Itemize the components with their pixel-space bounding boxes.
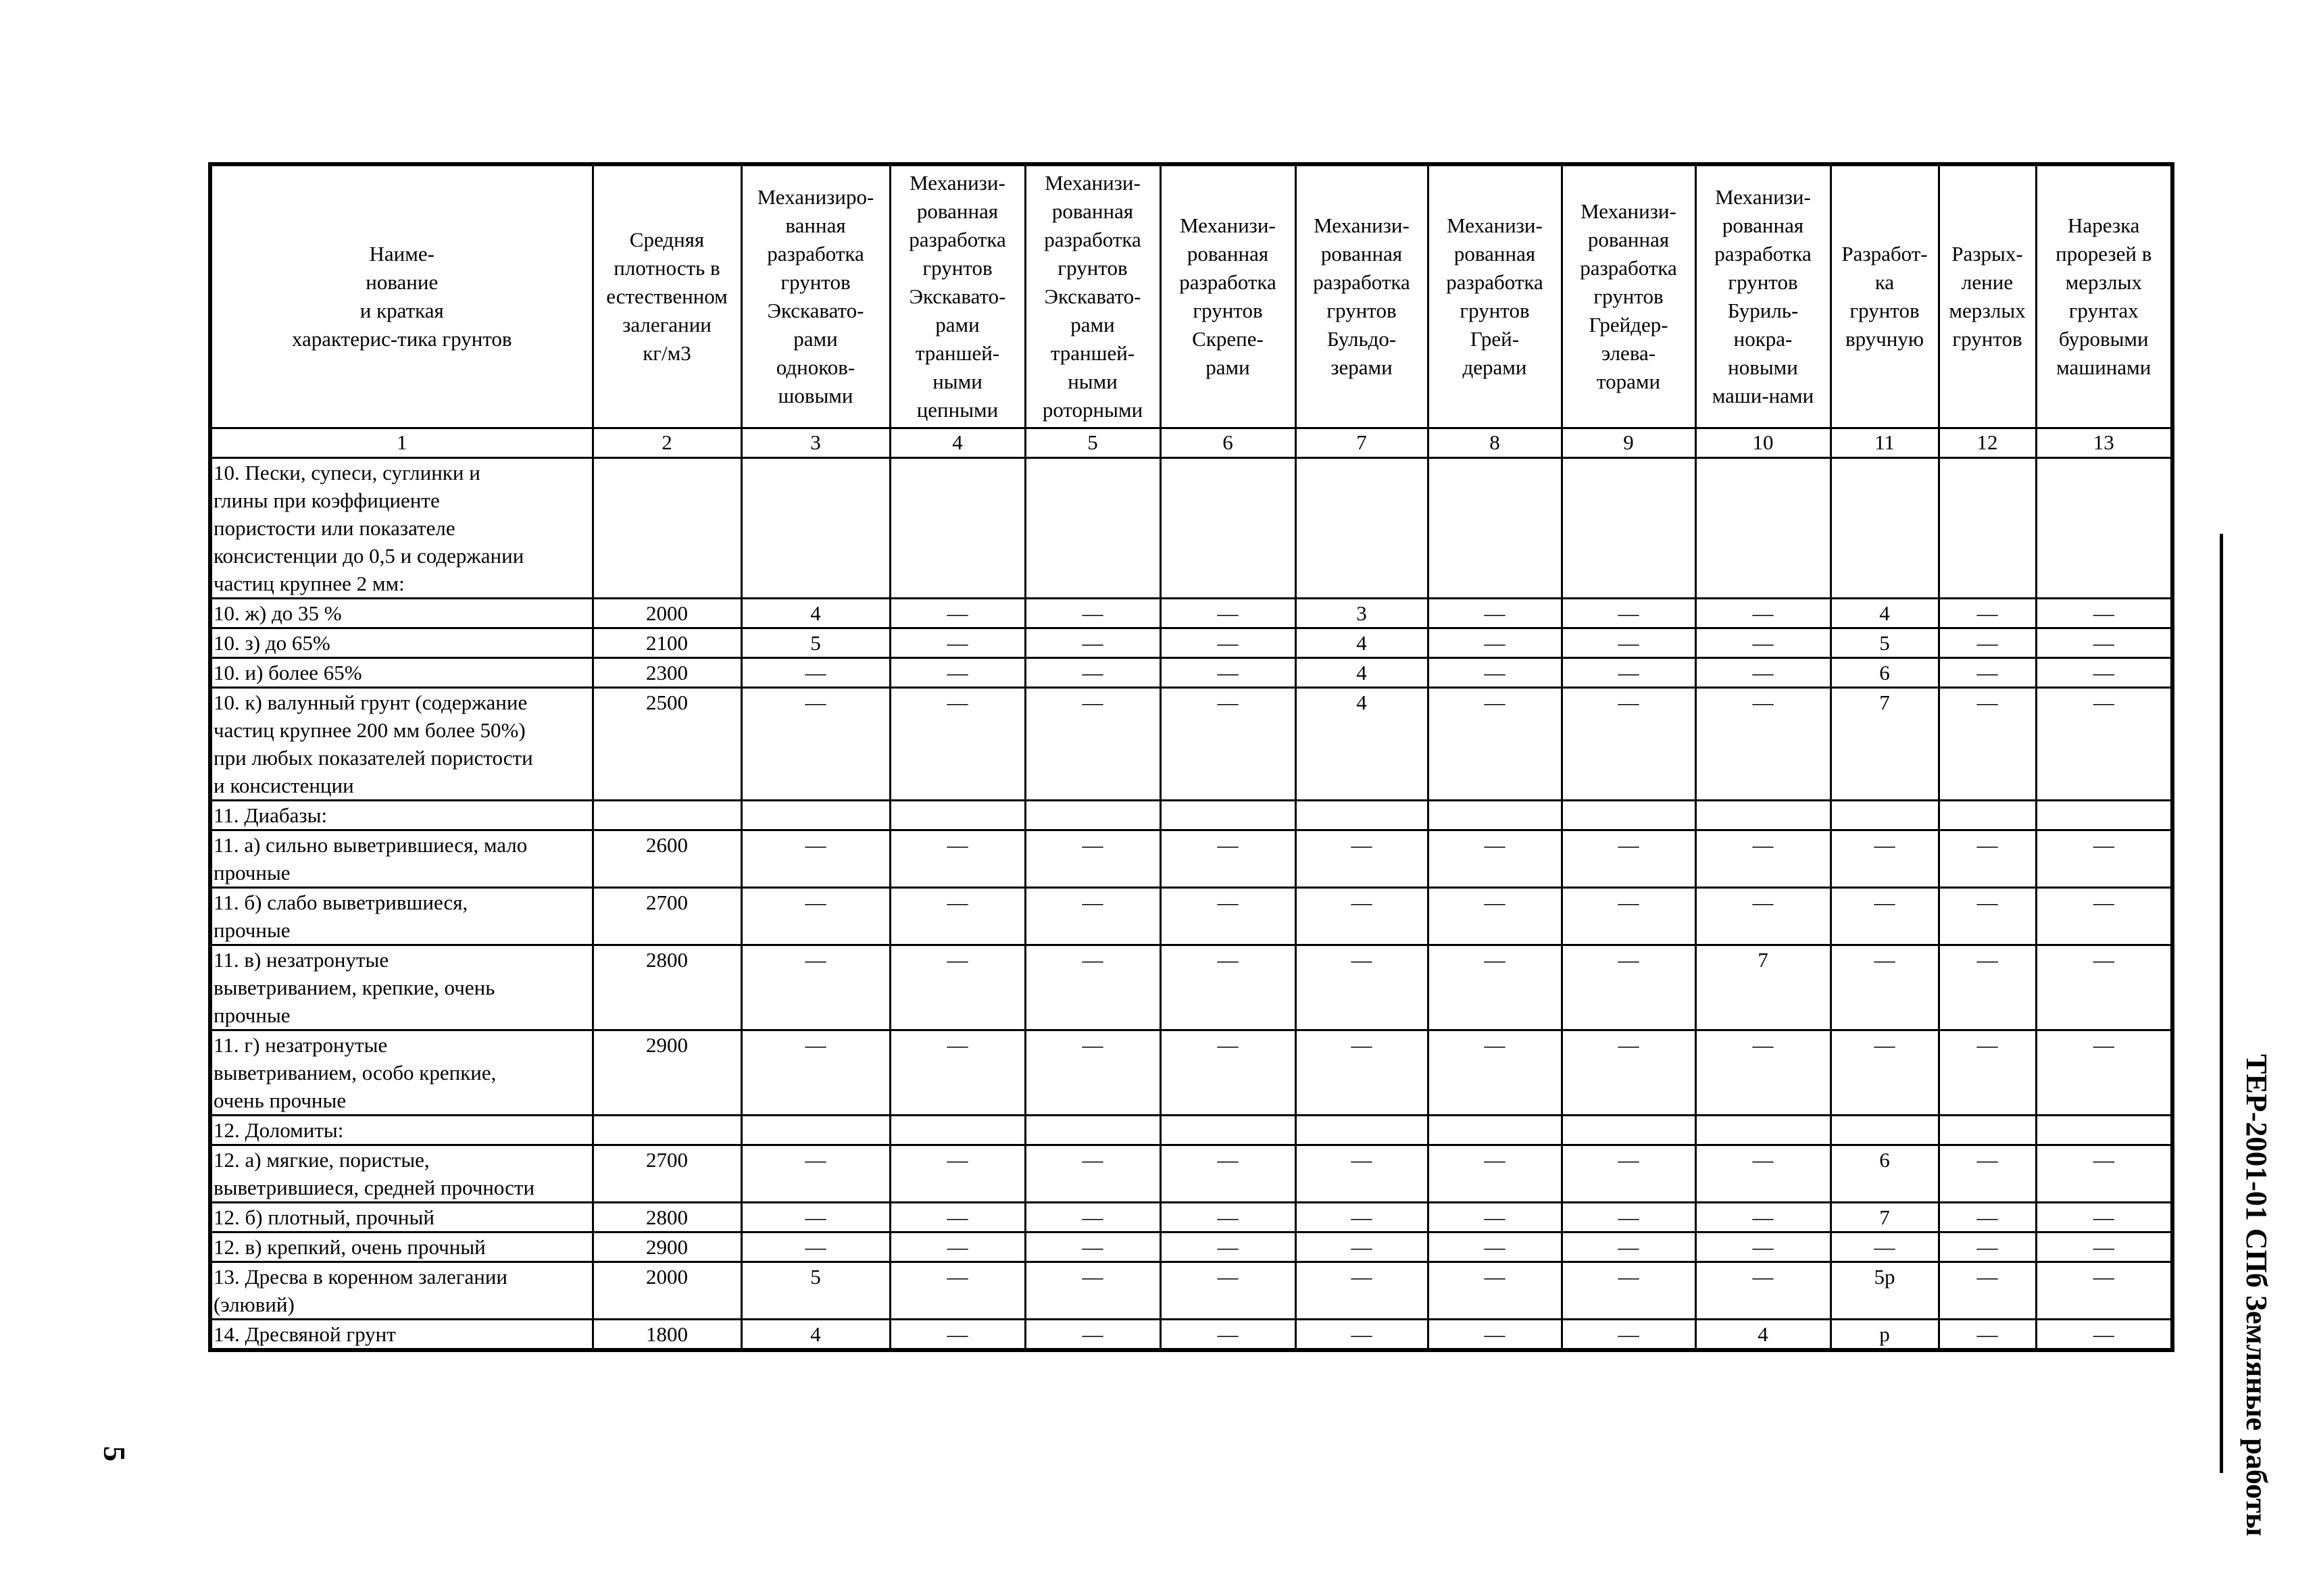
value-cell xyxy=(1695,457,1831,598)
column-number: 4 xyxy=(890,428,1025,457)
value-cell: — xyxy=(1695,887,1831,945)
value-cell xyxy=(1695,1115,1831,1145)
density-cell: 2500 xyxy=(593,687,741,800)
value-cell: — xyxy=(1695,830,1831,887)
value-cell xyxy=(1831,1115,1939,1145)
value-cell: — xyxy=(1939,945,2036,1030)
value-cell: 4 xyxy=(1695,1319,1831,1350)
value-cell xyxy=(741,457,890,598)
table-body xyxy=(210,457,2172,1350)
column-number: 12 xyxy=(1939,428,2036,457)
header-density: Средняя плотность в естественном залегании кг/м3 xyxy=(593,164,741,428)
value-cell: — xyxy=(1562,830,1695,887)
value-cell: — xyxy=(1428,1030,1562,1115)
value-cell: — xyxy=(1562,598,1695,628)
value-cell: — xyxy=(2036,687,2172,800)
value-cell xyxy=(1295,800,1428,830)
value-cell: — xyxy=(2036,830,2172,887)
value-cell: — xyxy=(1160,1319,1295,1350)
value-cell: — xyxy=(1428,945,1562,1030)
value-cell: — xyxy=(1695,628,1831,657)
value-cell: — xyxy=(1695,687,1831,800)
value-cell: — xyxy=(1695,1030,1831,1115)
value-cell: — xyxy=(1428,887,1562,945)
value-cell: — xyxy=(1428,1319,1562,1350)
density-cell xyxy=(593,800,741,830)
value-cell: 4 xyxy=(741,598,890,628)
value-cell: — xyxy=(741,1232,890,1262)
density-cell: 2100 xyxy=(593,628,741,657)
value-cell xyxy=(1428,1115,1562,1145)
value-cell xyxy=(1025,800,1160,830)
value-cell xyxy=(1562,800,1695,830)
value-cell: 7 xyxy=(1831,1202,1939,1232)
value-cell: — xyxy=(1695,657,1831,687)
value-cell: — xyxy=(1428,598,1562,628)
value-cell: — xyxy=(1025,1145,1160,1202)
header-col-6: Механизи- рованная разработка грунтов Скрепе- рами xyxy=(1160,164,1295,428)
density-cell: 2000 xyxy=(593,598,741,628)
table-row xyxy=(210,628,2172,657)
value-cell: — xyxy=(741,830,890,887)
soil-name-cell: 12. а) мягкие, пористые, выветрившиеся, средней прочности xyxy=(210,1145,593,1202)
density-cell: 2600 xyxy=(593,830,741,887)
value-cell xyxy=(1428,457,1562,598)
soil-name-cell: 11. Диабазы: xyxy=(210,800,593,830)
table-row xyxy=(210,1030,2172,1115)
value-cell: — xyxy=(1025,1232,1160,1262)
table-row xyxy=(210,887,2172,945)
value-cell: — xyxy=(1295,1202,1428,1232)
soil-name-cell: 10. и) более 65% xyxy=(210,657,593,687)
value-cell: — xyxy=(890,1232,1025,1262)
value-cell: — xyxy=(890,1262,1025,1319)
value-cell: — xyxy=(1160,887,1295,945)
column-number-row xyxy=(210,428,2172,457)
value-cell: — xyxy=(890,1030,1025,1115)
soil-classification-table xyxy=(208,162,2174,1352)
density-cell: 2900 xyxy=(593,1030,741,1115)
value-cell: — xyxy=(890,598,1025,628)
value-cell xyxy=(1939,457,2036,598)
value-cell: 4 xyxy=(1295,628,1428,657)
value-cell: — xyxy=(1695,1262,1831,1319)
column-number: 3 xyxy=(741,428,890,457)
value-cell: — xyxy=(1295,945,1428,1030)
column-number: 1 xyxy=(210,428,593,457)
value-cell xyxy=(1695,800,1831,830)
value-cell: 5р xyxy=(1831,1262,1939,1319)
value-cell: — xyxy=(741,1202,890,1232)
value-cell: — xyxy=(1295,1319,1428,1350)
table-row xyxy=(210,1202,2172,1232)
value-cell xyxy=(1562,1115,1695,1145)
value-cell: — xyxy=(1562,1202,1695,1232)
document-side-title: ТЕР-2001-01 СПб Земляные работы xyxy=(2240,1054,2273,1537)
value-cell xyxy=(890,1115,1025,1145)
value-cell xyxy=(890,457,1025,598)
value-cell: — xyxy=(2036,1202,2172,1232)
soil-name-cell: 12. Доломиты: xyxy=(210,1115,593,1145)
value-cell: — xyxy=(1428,687,1562,800)
value-cell: — xyxy=(1295,1145,1428,1202)
table-row xyxy=(210,1232,2172,1262)
table-row xyxy=(210,800,2172,830)
value-cell xyxy=(1939,800,2036,830)
header-col-3: Механизиро- ванная разработка грунтов Экскавато- рами одноков- шовыми xyxy=(741,164,890,428)
value-cell: — xyxy=(1025,1030,1160,1115)
value-cell: — xyxy=(1831,945,1939,1030)
density-cell: 1800 xyxy=(593,1319,741,1350)
header-col-12: Разрых- ление мерзлых грунтов xyxy=(1939,164,2036,428)
value-cell: — xyxy=(1025,598,1160,628)
value-cell: — xyxy=(1160,830,1295,887)
density-cell: 2000 xyxy=(593,1262,741,1319)
value-cell: — xyxy=(1025,628,1160,657)
column-number: 5 xyxy=(1025,428,1160,457)
header-col-13: Нарезка прорезей в мерзлых грунтах буровыми машинами xyxy=(2036,164,2172,428)
value-cell: — xyxy=(1939,1030,2036,1115)
soil-name-cell: 14. Дресвяной грунт xyxy=(210,1319,593,1350)
value-cell: — xyxy=(1160,1202,1295,1232)
soil-name-cell: 10. Пески, супеси, суглинки и глины при коэффициенте пористости или показателе консистенции до 0,5 и содержании частиц крупнее 2 мм: xyxy=(210,457,593,598)
value-cell: — xyxy=(2036,945,2172,1030)
value-cell: 3 xyxy=(1295,598,1428,628)
value-cell: — xyxy=(1831,887,1939,945)
table-row xyxy=(210,687,2172,800)
value-cell xyxy=(741,1115,890,1145)
page-number: 5 xyxy=(97,1446,132,1462)
value-cell: 6 xyxy=(1831,1145,1939,1202)
table-row xyxy=(210,1115,2172,1145)
value-cell: — xyxy=(2036,1319,2172,1350)
value-cell: — xyxy=(741,945,890,1030)
value-cell: — xyxy=(2036,657,2172,687)
value-cell xyxy=(1025,1115,1160,1145)
column-number: 7 xyxy=(1295,428,1428,457)
value-cell xyxy=(1939,1115,2036,1145)
value-cell: — xyxy=(741,687,890,800)
value-cell: — xyxy=(741,1145,890,1202)
density-cell xyxy=(593,1115,741,1145)
value-cell: 5 xyxy=(741,628,890,657)
value-cell: — xyxy=(1939,1145,2036,1202)
column-number: 13 xyxy=(2036,428,2172,457)
value-cell xyxy=(1295,1115,1428,1145)
value-cell: — xyxy=(1939,1232,2036,1262)
value-cell: — xyxy=(1562,1030,1695,1115)
value-cell: — xyxy=(1831,1232,1939,1262)
value-cell: — xyxy=(1939,1319,2036,1350)
value-cell: — xyxy=(2036,1145,2172,1202)
value-cell: — xyxy=(1695,1145,1831,1202)
value-cell xyxy=(890,800,1025,830)
value-cell: — xyxy=(1025,1262,1160,1319)
value-cell: — xyxy=(1160,1232,1295,1262)
header-col-9: Механизи- рованная разработка грунтов Грейдер- элева- торами xyxy=(1562,164,1695,428)
value-cell: — xyxy=(1025,1202,1160,1232)
table-row xyxy=(210,657,2172,687)
table-row xyxy=(210,598,2172,628)
density-cell: 2800 xyxy=(593,945,741,1030)
value-cell: — xyxy=(1562,1262,1695,1319)
value-cell: 4 xyxy=(1831,598,1939,628)
value-cell xyxy=(1160,1115,1295,1145)
column-number: 11 xyxy=(1831,428,1939,457)
value-cell: — xyxy=(1025,687,1160,800)
value-cell: — xyxy=(1939,687,2036,800)
column-number: 8 xyxy=(1428,428,1562,457)
table-row xyxy=(210,1319,2172,1350)
value-cell: — xyxy=(2036,887,2172,945)
soil-name-cell: 13. Дресва в коренном залегании (элювий) xyxy=(210,1262,593,1319)
value-cell: — xyxy=(1160,657,1295,687)
value-cell: — xyxy=(1025,887,1160,945)
value-cell: — xyxy=(1562,1232,1695,1262)
value-cell xyxy=(1025,457,1160,598)
value-cell: — xyxy=(890,887,1025,945)
value-cell: — xyxy=(1295,1262,1428,1319)
soil-name-cell: 12. в) крепкий, очень прочный xyxy=(210,1232,593,1262)
value-cell: — xyxy=(2036,628,2172,657)
soil-name-cell: 11. а) сильно выветрившиеся, мало прочные xyxy=(210,830,593,887)
value-cell: — xyxy=(890,1145,1025,1202)
table-row xyxy=(210,830,2172,887)
header-col-11: Разработ- ка грунтов вручную xyxy=(1831,164,1939,428)
value-cell: — xyxy=(2036,1262,2172,1319)
value-cell: — xyxy=(741,887,890,945)
header-col-8: Механизи- рованная разработка грунтов Грей- дерами xyxy=(1428,164,1562,428)
value-cell: — xyxy=(890,687,1025,800)
table-row xyxy=(210,457,2172,598)
density-cell: 2800 xyxy=(593,1202,741,1232)
side-rule xyxy=(2220,534,2223,1473)
value-cell: р xyxy=(1831,1319,1939,1350)
value-cell: — xyxy=(1025,945,1160,1030)
value-cell: — xyxy=(890,628,1025,657)
value-cell: — xyxy=(1695,1202,1831,1232)
density-cell xyxy=(593,457,741,598)
column-number: 6 xyxy=(1160,428,1295,457)
value-cell: — xyxy=(1295,1030,1428,1115)
value-cell: — xyxy=(1025,1319,1160,1350)
column-number: 9 xyxy=(1562,428,1695,457)
soil-name-cell: 11. г) незатронутые выветриванием, особо крепкие, очень прочные xyxy=(210,1030,593,1115)
table-row xyxy=(210,1262,2172,1319)
value-cell: — xyxy=(1428,1145,1562,1202)
value-cell: — xyxy=(1939,628,2036,657)
value-cell: — xyxy=(1831,830,1939,887)
value-cell: — xyxy=(1428,657,1562,687)
value-cell: — xyxy=(1160,687,1295,800)
value-cell: — xyxy=(1428,830,1562,887)
value-cell: — xyxy=(1562,687,1695,800)
column-number: 2 xyxy=(593,428,741,457)
value-cell xyxy=(1160,457,1295,598)
value-cell: — xyxy=(2036,598,2172,628)
value-cell: — xyxy=(890,830,1025,887)
value-cell xyxy=(1562,457,1695,598)
header-col-7: Механизи- рованная разработка грунтов Бульдо- зерами xyxy=(1295,164,1428,428)
density-cell: 2300 xyxy=(593,657,741,687)
value-cell: — xyxy=(1428,1232,1562,1262)
soil-name-cell: 10. ж) до 35 % xyxy=(210,598,593,628)
value-cell: — xyxy=(1025,830,1160,887)
value-cell: — xyxy=(1939,830,2036,887)
header-col-5: Механизи- рованная разработка грунтов Экскавато- рами траншей- ными роторными xyxy=(1025,164,1160,428)
value-cell: — xyxy=(1695,598,1831,628)
value-cell: — xyxy=(1295,1232,1428,1262)
value-cell: 7 xyxy=(1695,945,1831,1030)
header-col-10: Механизи- рованная разработка грунтов Буриль- нокра- новыми маши-нами xyxy=(1695,164,1831,428)
value-cell xyxy=(1831,800,1939,830)
value-cell: — xyxy=(1160,598,1295,628)
value-cell: — xyxy=(1160,628,1295,657)
value-cell: — xyxy=(1562,1145,1695,1202)
value-cell xyxy=(1295,457,1428,598)
header-name: Наиме- нование и краткая характерис-тика грунтов xyxy=(210,164,593,428)
value-cell: — xyxy=(1428,628,1562,657)
value-cell xyxy=(1160,800,1295,830)
density-cell: 2900 xyxy=(593,1232,741,1262)
value-cell: — xyxy=(1939,657,2036,687)
value-cell: — xyxy=(1939,598,2036,628)
value-cell: 5 xyxy=(1831,628,1939,657)
value-cell: — xyxy=(1695,1232,1831,1262)
soil-name-cell: 11. в) незатронутые выветриванием, крепкие, очень прочные xyxy=(210,945,593,1030)
value-cell: — xyxy=(1562,657,1695,687)
value-cell: — xyxy=(741,657,890,687)
value-cell: — xyxy=(890,1319,1025,1350)
value-cell xyxy=(1428,800,1562,830)
value-cell: — xyxy=(1160,945,1295,1030)
value-cell: — xyxy=(2036,1030,2172,1115)
value-cell: — xyxy=(1562,887,1695,945)
value-cell: — xyxy=(1160,1030,1295,1115)
value-cell: — xyxy=(890,945,1025,1030)
value-cell: 4 xyxy=(741,1319,890,1350)
soil-name-cell: 10. з) до 65% xyxy=(210,628,593,657)
value-cell: — xyxy=(1562,1319,1695,1350)
value-cell: 4 xyxy=(1295,687,1428,800)
value-cell: — xyxy=(1160,1145,1295,1202)
value-cell: — xyxy=(890,657,1025,687)
soil-name-cell: 12. б) плотный, прочный xyxy=(210,1202,593,1232)
value-cell: — xyxy=(1562,628,1695,657)
value-cell: — xyxy=(741,1030,890,1115)
value-cell: — xyxy=(1428,1262,1562,1319)
value-cell: — xyxy=(1939,887,2036,945)
value-cell: 6 xyxy=(1831,657,1939,687)
value-cell: — xyxy=(1295,830,1428,887)
header-row xyxy=(210,164,2172,428)
value-cell xyxy=(2036,1115,2172,1145)
value-cell xyxy=(1831,457,1939,598)
value-cell: — xyxy=(1295,887,1428,945)
table-row xyxy=(210,1145,2172,1202)
value-cell: 5 xyxy=(741,1262,890,1319)
value-cell xyxy=(2036,457,2172,598)
value-cell: — xyxy=(1160,1262,1295,1319)
value-cell: 7 xyxy=(1831,687,1939,800)
header-col-4: Механизи- рованная разработка грунтов Экскавато- рами траншей- ными цепными xyxy=(890,164,1025,428)
column-number: 10 xyxy=(1695,428,1831,457)
density-cell: 2700 xyxy=(593,887,741,945)
soil-name-cell: 11. б) слабо выветрившиеся, прочные xyxy=(210,887,593,945)
value-cell xyxy=(2036,800,2172,830)
value-cell: — xyxy=(1939,1262,2036,1319)
value-cell: — xyxy=(1428,1202,1562,1232)
value-cell: — xyxy=(2036,1232,2172,1262)
value-cell: — xyxy=(1831,1030,1939,1115)
value-cell: — xyxy=(890,1202,1025,1232)
value-cell: — xyxy=(1025,657,1160,687)
value-cell: — xyxy=(1939,1202,2036,1232)
value-cell: 4 xyxy=(1295,657,1428,687)
value-cell: — xyxy=(1562,945,1695,1030)
value-cell xyxy=(741,800,890,830)
table-row xyxy=(210,945,2172,1030)
soil-name-cell: 10. к) валунный грунт (содержание частиц крупнее 200 мм более 50%) при любых показателей пористости и консистенции xyxy=(210,687,593,800)
density-cell: 2700 xyxy=(593,1145,741,1202)
